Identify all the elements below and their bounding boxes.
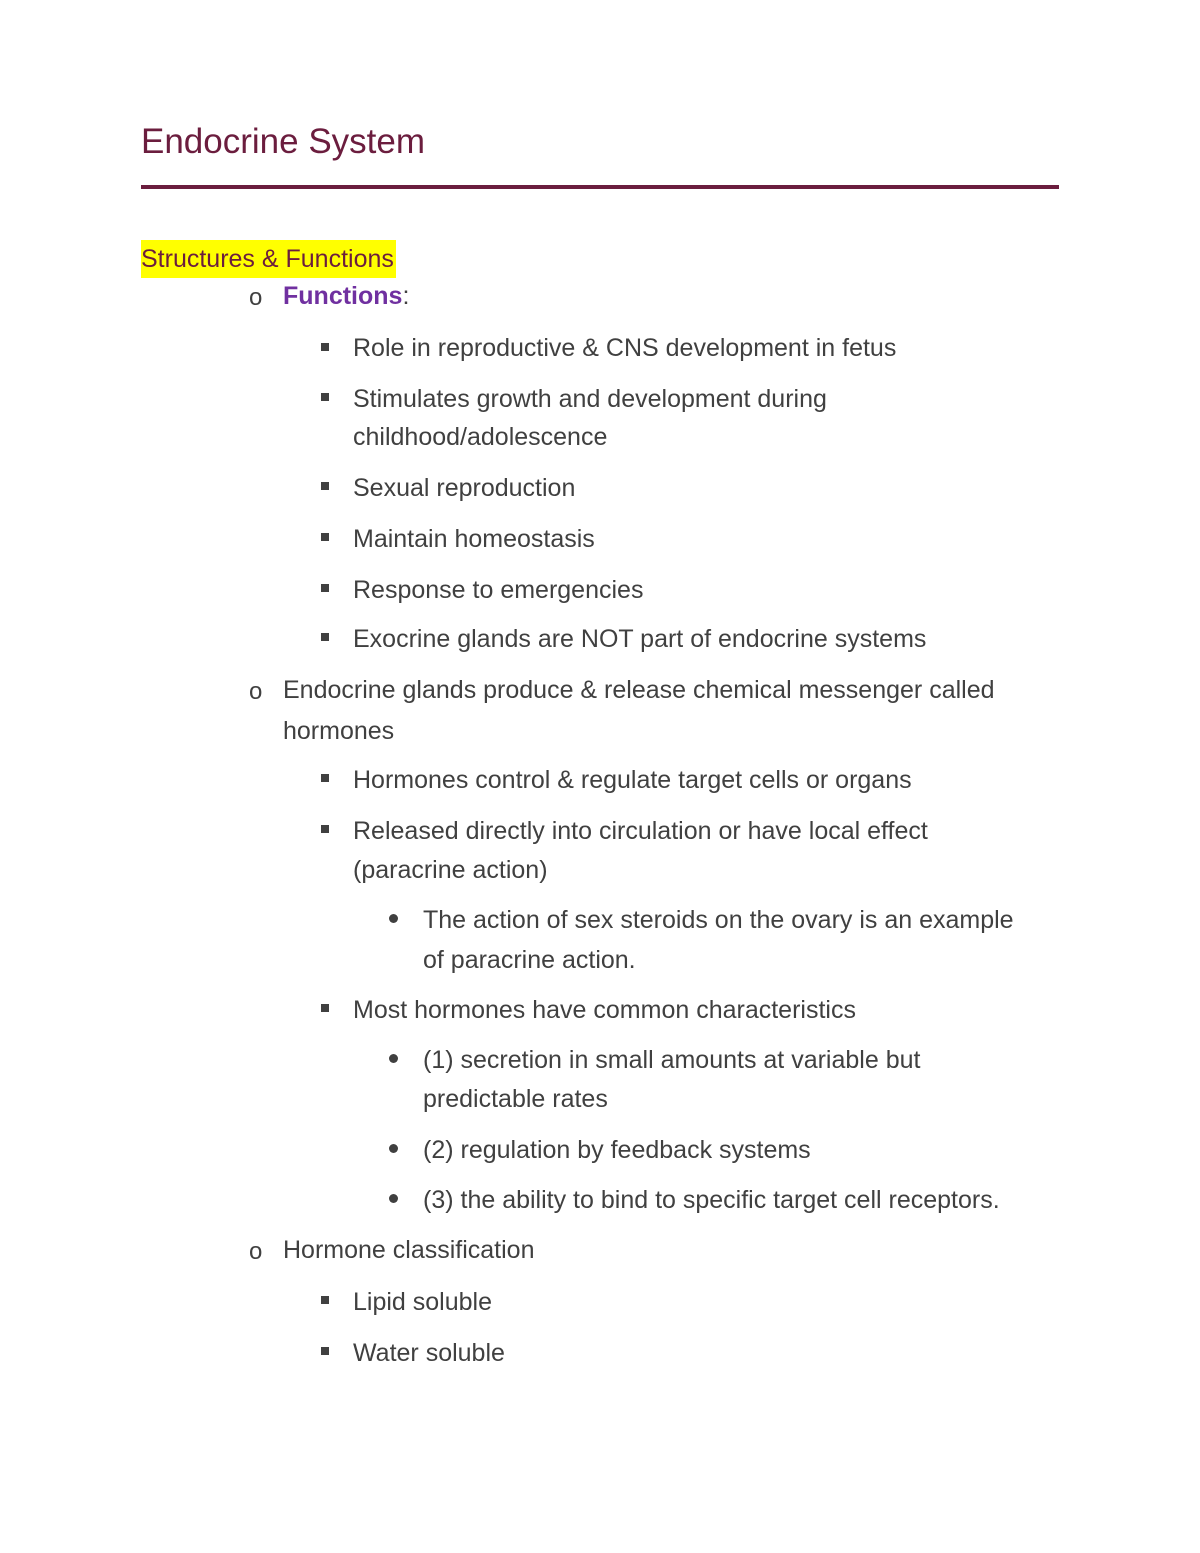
square-bullet-icon — [321, 1347, 329, 1355]
list-item-continuation: predictable rates — [423, 1085, 608, 1113]
level1-circle-bullet: o — [249, 284, 263, 311]
list-item: Lipid soluble — [353, 1288, 492, 1316]
list-item: Hormone classification — [283, 1236, 535, 1264]
square-bullet-icon — [321, 774, 329, 782]
list-item: Role in reproductive & CNS development in fetus — [353, 334, 897, 362]
functions-colon: : — [402, 282, 410, 310]
list-item: Sexual reproduction — [353, 474, 576, 502]
square-bullet-icon — [321, 533, 329, 541]
square-bullet-icon — [321, 393, 329, 401]
square-bullet-icon — [321, 584, 329, 592]
list-item: Released directly into circulation or have local effect — [353, 817, 928, 845]
square-bullet-icon — [321, 633, 329, 641]
list-item-continuation: (paracrine action) — [353, 856, 548, 884]
list-item: Water soluble — [353, 1339, 505, 1367]
list-item: Exocrine glands are NOT part of endocrine systems — [353, 625, 927, 653]
list-item-continuation: childhood/adolescence — [353, 423, 608, 451]
list-item: Endocrine glands produce & release chemical messenger called — [283, 676, 995, 704]
square-bullet-icon — [321, 343, 329, 351]
round-bullet-icon — [389, 1054, 398, 1063]
list-item-functions — [283, 281, 409, 311]
list-item: Stimulates growth and development during — [353, 385, 827, 413]
title-divider — [141, 185, 1059, 189]
square-bullet-icon — [321, 1004, 329, 1012]
list-item: Response to emergencies — [353, 576, 644, 604]
list-item: (1) secretion in small amounts at variable but — [423, 1046, 921, 1074]
square-bullet-icon — [321, 482, 329, 490]
square-bullet-icon — [321, 825, 329, 833]
round-bullet-icon — [389, 1144, 398, 1153]
list-item: Hormones control & regulate target cells or organs — [353, 766, 912, 794]
round-bullet-icon — [389, 914, 398, 923]
level1-circle-bullet: o — [249, 678, 263, 705]
section-heading-highlighted: Structures & Functions — [141, 240, 396, 278]
page-title: Endocrine System — [141, 122, 426, 161]
list-item: Maintain homeostasis — [353, 525, 595, 553]
functions-label: Functions — [283, 282, 403, 310]
list-item: The action of sex steroids on the ovary is an example — [423, 906, 1014, 934]
list-item: Most hormones have common characteristics — [353, 996, 856, 1024]
list-item: (2) regulation by feedback systems — [423, 1136, 811, 1164]
square-bullet-icon — [321, 1296, 329, 1304]
list-item: (3) the ability to bind to specific target cell receptors. — [423, 1186, 1000, 1214]
level1-circle-bullet: o — [249, 1238, 263, 1265]
list-item-continuation: hormones — [283, 717, 395, 745]
round-bullet-icon — [389, 1194, 398, 1203]
list-item-continuation: of paracrine action. — [423, 946, 636, 974]
